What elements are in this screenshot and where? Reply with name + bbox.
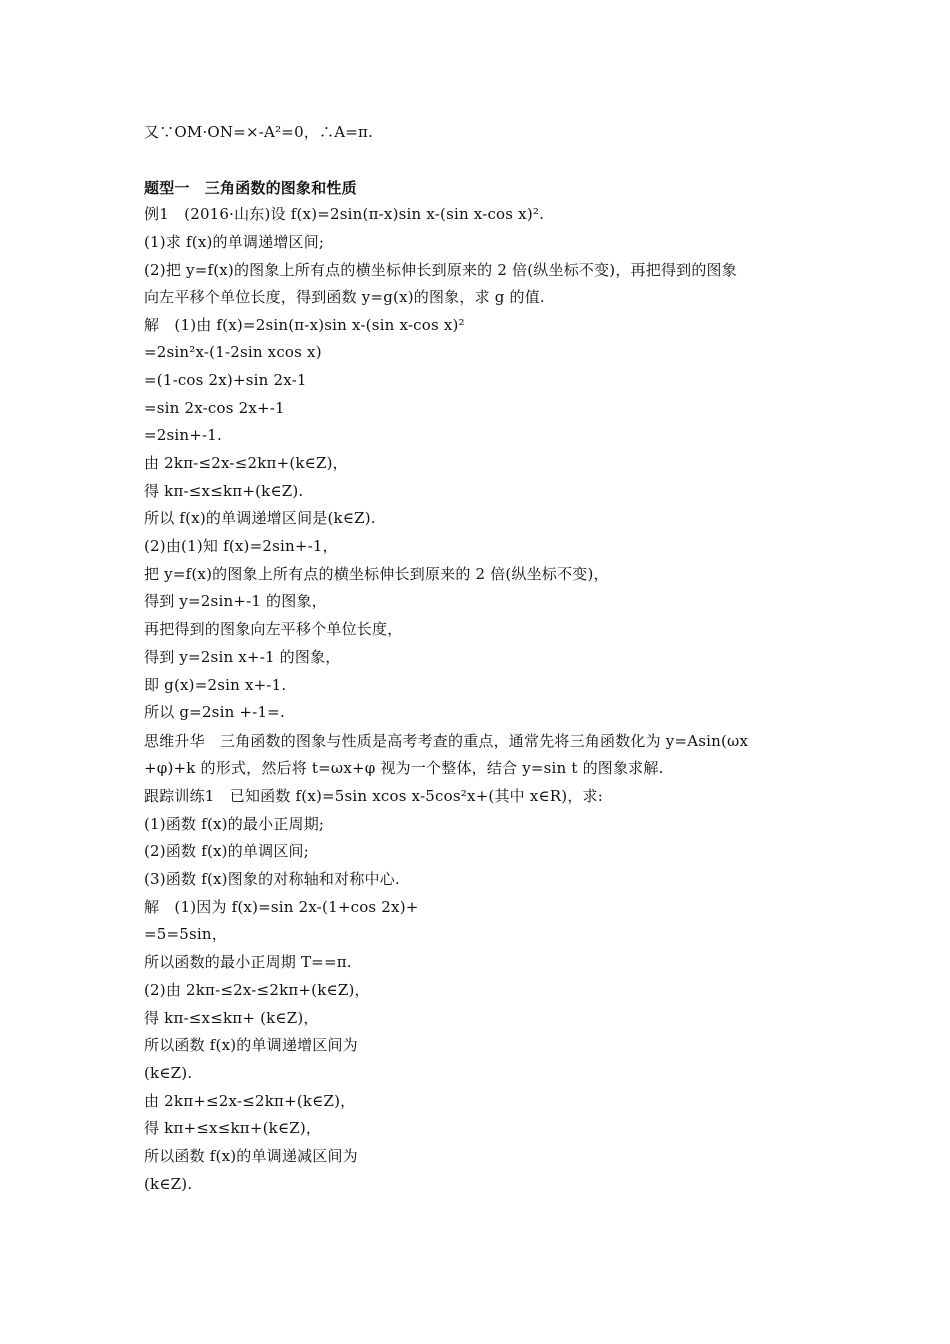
solution-start: 解 (1)由 f(x)=2sin(π-x)sin x-(sin x-cos x)² [144, 316, 465, 334]
solution-step: =(1-cos 2x)+sin 2x-1 [144, 371, 307, 389]
solution-step: 得 kπ-≤x≤kπ+(k∈Z). [144, 482, 304, 500]
solution-step: 即 g(x)=2sin x+-1. [144, 676, 287, 694]
question-1: (1)求 f(x)的单调递增区间; [144, 233, 325, 251]
exercise-question-3: (3)函数 f(x)图象的对称轴和对称中心. [144, 870, 400, 888]
solution-step: 得到 y=2sin+-1 的图象， [144, 592, 327, 610]
exercise-solution-step: (k∈Z). [144, 1064, 193, 1082]
exercise-question-1: (1)函数 f(x)的最小正周期; [144, 815, 325, 833]
solution-step: 所以 g=2sin +-1=. [144, 703, 285, 721]
exercise-solution-step: 得 kπ-≤x≤kπ+ (k∈Z)， [144, 1009, 319, 1027]
solution-step: 由 2kπ-≤2x-≤2kπ+(k∈Z)， [144, 454, 348, 472]
exercise-solution-step: 由 2kπ+≤2x-≤2kπ+(k∈Z)， [144, 1092, 356, 1110]
exercise-solution-start: 解 (1)因为 f(x)=sin 2x-(1+cos 2x)+ [144, 898, 419, 916]
example-1-statement: 例1 (2016·山东)设 f(x)=2sin(π-x)sin x-(sin x-cos x)². [144, 205, 545, 223]
solution-step: =sin 2x-cos 2x+-1 [144, 399, 285, 417]
solution-step: =2sin²x-(1-2sin xcos x) [144, 343, 322, 361]
exercise-solution-step: (k∈Z). [144, 1175, 193, 1193]
solution-step: 得到 y=2sin x+-1 的图象， [144, 648, 341, 666]
insight-line-1: 思维升华 三角函数的图象与性质是高考考查的重点，通常先将三角函数化为 y=Asin(ωx [144, 732, 749, 750]
exercise-solution-step: 所以函数 f(x)的单调递增区间为 [144, 1036, 358, 1054]
solution-step: 再把得到的图象向左平移个单位长度， [144, 620, 403, 638]
exercise-solution-step: 所以函数 f(x)的单调递减区间为 [144, 1147, 358, 1165]
section-heading: 题型一 三角函数的图象和性质 [144, 179, 357, 197]
solution-step: 把 y=f(x)的图象上所有点的横坐标伸长到原来的 2 倍(纵坐标不变)， [144, 565, 609, 583]
exercise-solution-step: 得 kπ+≤x≤kπ+(k∈Z)， [144, 1119, 322, 1137]
exercise-solution-step: 所以函数的最小正周期 T==π. [144, 953, 352, 971]
exercise-question-2: (2)函数 f(x)的单调区间; [144, 842, 309, 860]
solution-step: =2sin+-1. [144, 426, 223, 444]
solution-step: (2)由(1)知 f(x)=2sin+-1， [144, 537, 338, 555]
question-2-line-1: (2)把 y=f(x)的图象上所有点的横坐标伸长到原来的 2 倍(纵坐标不变)，再把得到的图象 [144, 261, 737, 279]
solution-step: 所以 f(x)的单调递增区间是(k∈Z). [144, 509, 376, 527]
question-2-line-2: 向左平移个单位长度，得到函数 y=g(x)的图象，求 g 的值. [144, 288, 545, 306]
exercise-solution-step: (2)由 2kπ-≤2x-≤2kπ+(k∈Z)， [144, 981, 370, 999]
insight-line-2: +φ)+k 的形式，然后将 t=ωx+φ 视为一个整体，结合 y=sin t 的图象求解. [144, 759, 664, 777]
text-line-1: 又∵OM·ON=×-A²=0，∴A=π. [144, 123, 374, 141]
exercise-1-statement: 跟踪训练1 已知函数 f(x)=5sin xcos x-5cos²x+(其中 x∈R)，求: [144, 787, 603, 805]
exercise-solution-step: =5=5sin， [144, 925, 227, 943]
